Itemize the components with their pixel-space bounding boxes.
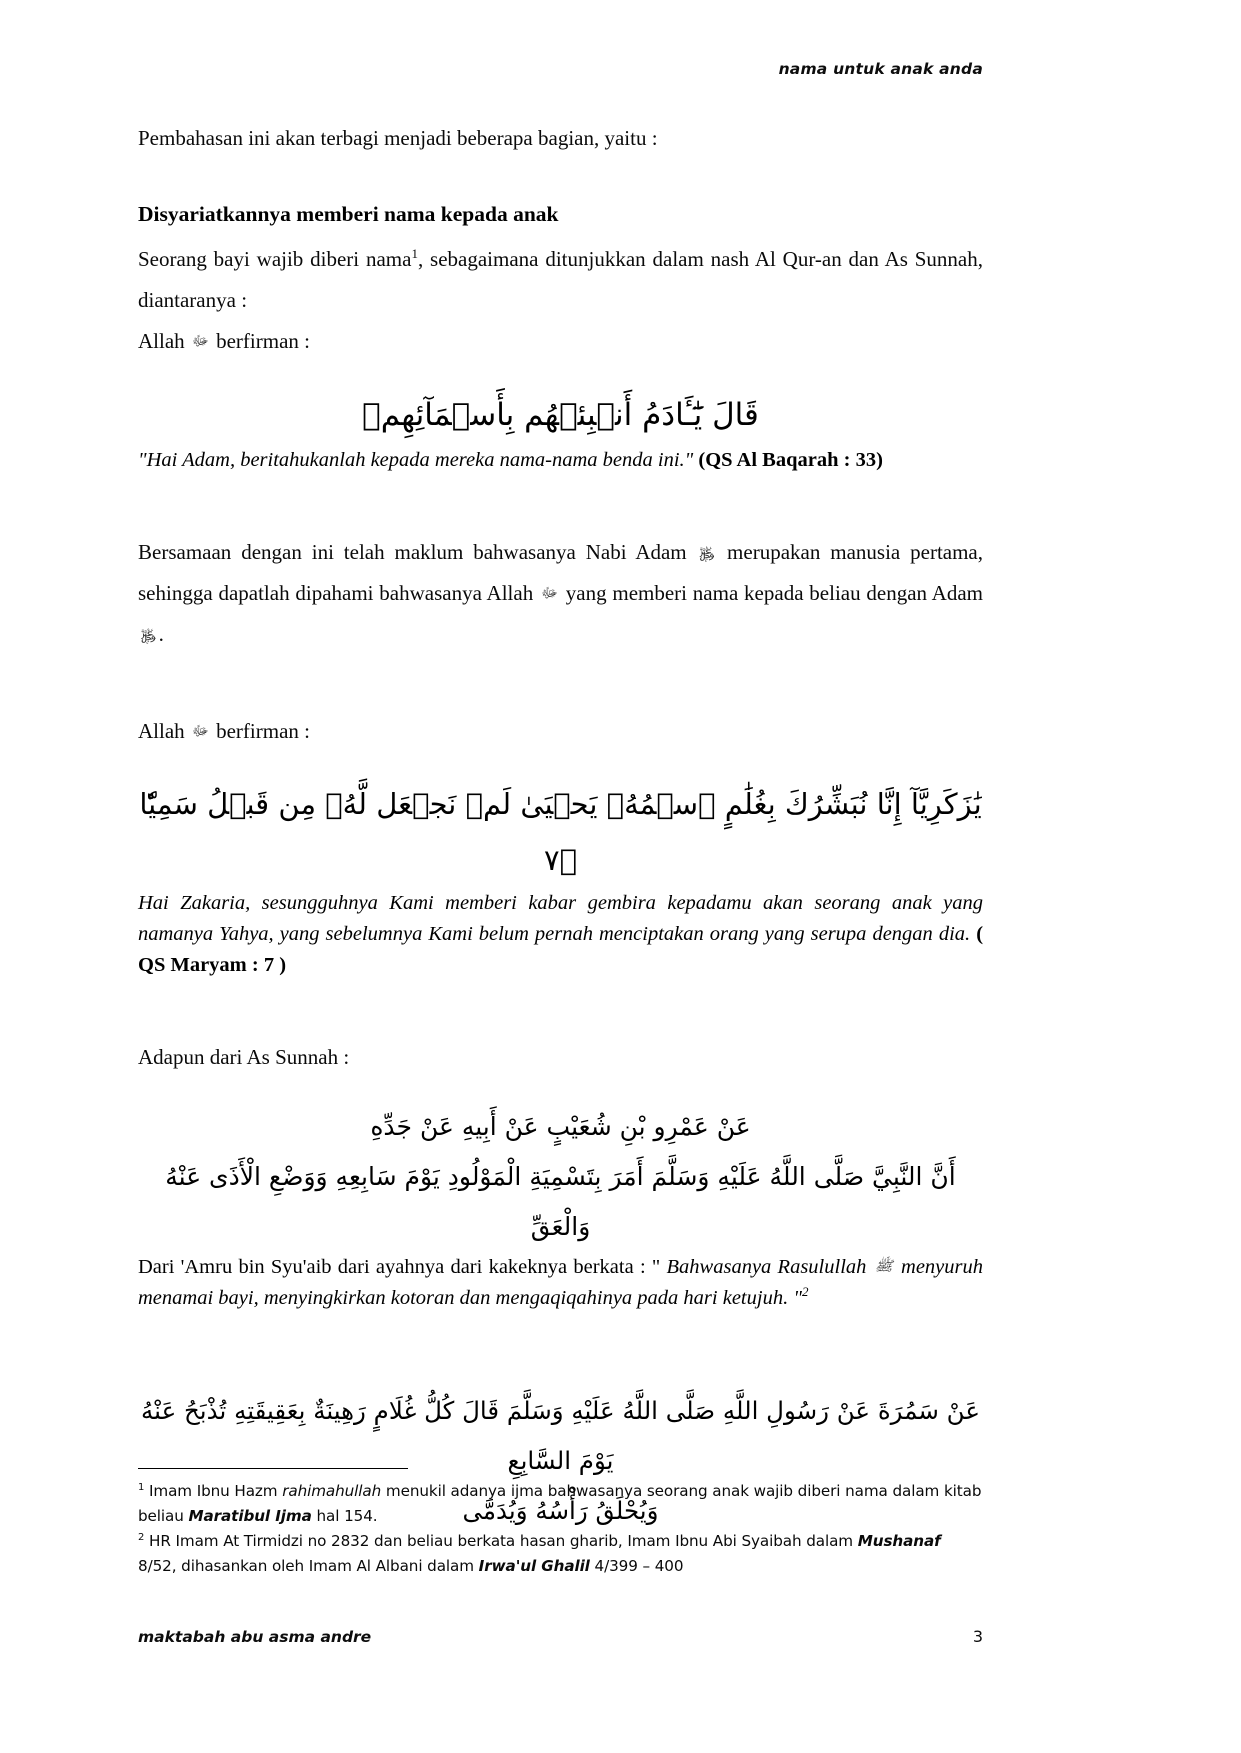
paragraph-adapun-as-sunnah: Adapun dari As Sunnah : <box>138 1045 350 1069</box>
footnote-segment: Mushanaf <box>857 1532 941 1550</box>
allah-berfirman-1-post: berfirman : <box>210 329 310 353</box>
jalla-jalaluhu-icon: ﷻ <box>191 332 209 350</box>
running-footer <box>138 1627 983 1646</box>
alaihissalam-icon-2: ﷿ <box>140 625 157 643</box>
spacer <box>138 1314 983 1386</box>
quran-reference-maryam: ( QS Maryam : 7 ) <box>138 923 984 976</box>
paragraph-allah-berfirman-2 <box>138 711 983 752</box>
hadith-1-translation-b: Bahwasanya Rasulullah <box>666 1256 873 1278</box>
spacer <box>138 1078 983 1102</box>
footnote-segment: hal 154. <box>311 1507 378 1525</box>
hadith-1-translation-c: menyuruh menamai bayi, menyingkirkan kotoran dan mengaqiqahinya pada hari ketujuh. " <box>138 1256 984 1309</box>
footnote-segment: 4/399 – 400 <box>589 1557 684 1575</box>
hadith-1-arabic-line-2: أَنَّ النَّبِيَّ صَلَّى اللَّهُ عَلَيْهِ وَسَلَّمَ أَمَرَ بِتَسْمِيَةِ الْمَوْلُودِ يَوْمَ سَابِعِهِ وَوَضْعِ الْأَذَى عَنْهُ وَالْعَقِّ <box>165 1162 956 1241</box>
hadith-1-arabic-line-1: عَنْ عَمْرِو بْنِ شُعَيْبٍ عَنْ أَبِيهِ عَنْ جَدِّهِ <box>370 1112 751 1141</box>
translation-text: Hai Zakaria, sesungguhnya Kami memberi kabar gembira kepadamu akan seorang anak yang namanya Yahya, yang sebelumnya Kami belum pernah menciptakan orang yang serupa dengan dia. <box>138 892 983 945</box>
hadith-1-translation-a: Dari 'Amru bin Syu'aib dari ayahnya dari kakeknya berkata : " <box>138 1256 667 1278</box>
allah-berfirman-2-post: berfirman : <box>210 719 310 743</box>
spacer <box>138 476 983 532</box>
spacer <box>138 655 983 711</box>
quran-reference-al-baqarah: (QS Al Baqarah : 33) <box>698 449 883 471</box>
paragraph-wajib-diberi-nama <box>138 239 983 321</box>
intro-paragraph: Pembahasan ini akan terbagi menjadi beberapa bagian, yaitu : <box>138 126 658 150</box>
footnote-ref-1[interactable]: 1 <box>411 246 418 261</box>
hadith-2-arabic-line-1: عَنْ سَمُرَةَ عَنْ رَسُولِ اللَّهِ صَلَّى اللَّهُ عَلَيْهِ وَسَلَّمَ قَالَ كُلُّ غُلَامٍ رَهِينَةٌ بِعَقِيقَتِهِ تُذْبَحُ عَنْهُ يَوْمَ السَّابِعِ <box>141 1396 980 1475</box>
quran-verse-maryam-7-translation <box>138 888 983 981</box>
quran-verse-al-baqarah-33-translation <box>138 444 983 476</box>
salawat-icon-1: ﷺ <box>874 1257 893 1275</box>
quran-verse-maryam-7-arabic: يَٰزَكَرِيَّآ إِنَّا نُبَشِّرُكَ بِغُلَٰمٍ ٱسۡمُهُۥ يَحۡيَىٰ لَمۡ نَجۡعَل لَّهُۥ مِن قَبۡلُ سَمِيّٗا ۝٧ <box>139 787 982 877</box>
spacer <box>138 981 983 1037</box>
footnote-marker: 1 <box>138 1481 145 1493</box>
quran-verse-al-baqarah-33-arabic: قَالَ يَٰٓـَٔادَمُ أَنۢبِئۡهُم بِأَسۡمَآئِهِمۡ <box>362 397 759 433</box>
footer-attribution: maktabah abu asma andre <box>138 1628 372 1646</box>
footnote-segment: 8/52, dihasankan oleh Imam Al Albani dalam <box>138 1557 479 1575</box>
para-2-text-c: yang memberi nama kepada beliau dengan Adam <box>559 581 984 605</box>
section-heading-disyariatkannya: Disyariatkannya memberi nama kepada anak <box>138 202 559 226</box>
spacer <box>138 752 983 776</box>
alaihissalam-icon-1: ﷿ <box>698 543 716 561</box>
footnote-segment: menukil adanya ijma bahwasanya seorang anak wajib diberi nama dalam kitab beliau <box>138 1482 982 1525</box>
footnote-ref-2[interactable]: 2 <box>801 1284 809 1300</box>
spacer <box>138 159 983 197</box>
footnote-marker: 2 <box>138 1531 145 1543</box>
footnote-segment: Maratibul Ijma <box>188 1507 312 1525</box>
jalla-jalaluhu-icon-2: ﷻ <box>541 584 558 602</box>
allah-berfirman-2-pre: Allah <box>138 719 190 743</box>
footnote-segment: HR Imam At Tirmidzi no 2832 dan beliau berkata hasan gharib, Imam Ibnu Abi Syaibah dalam <box>149 1532 858 1550</box>
hadith-2-arabic-line-2: وَيُحْلَقُ رَأْسُهُ وَيُدَمَّى <box>462 1496 659 1525</box>
para-2-text-d: . <box>158 622 164 646</box>
translation-text: "Hai Adam, beritahukanlah kepada mereka nama-nama benda ini." <box>138 449 694 471</box>
spacer <box>138 362 983 386</box>
footnote-area <box>138 1468 983 1579</box>
footnote-list <box>138 1479 983 1579</box>
paragraph-nabi-adam <box>138 532 983 655</box>
page-number: 3 <box>972 1627 983 1646</box>
paragraph-allah-berfirman-1 <box>138 321 983 362</box>
footnote-2 <box>138 1529 983 1579</box>
running-header: nama untuk anak anda <box>778 60 983 78</box>
page-content <box>138 60 983 1536</box>
para-2-text-a: Bersamaan dengan ini telah maklum bahwasanya Nabi Adam <box>138 540 697 564</box>
footnote-segment: rahimahullah <box>282 1482 382 1500</box>
jalla-jalaluhu-icon-3: ﷻ <box>191 722 209 740</box>
para-2-text-b: merupakan manusia pertama, sehingga dapatlah dipahami bahwasanya Allah <box>138 540 984 605</box>
footnote-segment: Irwa'ul Ghalil <box>478 1557 590 1575</box>
footnote-separator-rule <box>138 1468 408 1469</box>
allah-berfirman-1-pre: Allah <box>138 329 190 353</box>
footnote-1 <box>138 1479 983 1529</box>
para-1-text-b: , sebagaimana ditunjukkan dalam nash Al Qur-an dan As Sunnah, diantaranya : <box>138 247 983 312</box>
footnote-segment: Imam Ibnu Hazm <box>149 1482 283 1500</box>
hadith-1-translation <box>138 1252 983 1314</box>
para-1-text-a: Seorang bayi wajib diberi nama <box>138 247 412 271</box>
